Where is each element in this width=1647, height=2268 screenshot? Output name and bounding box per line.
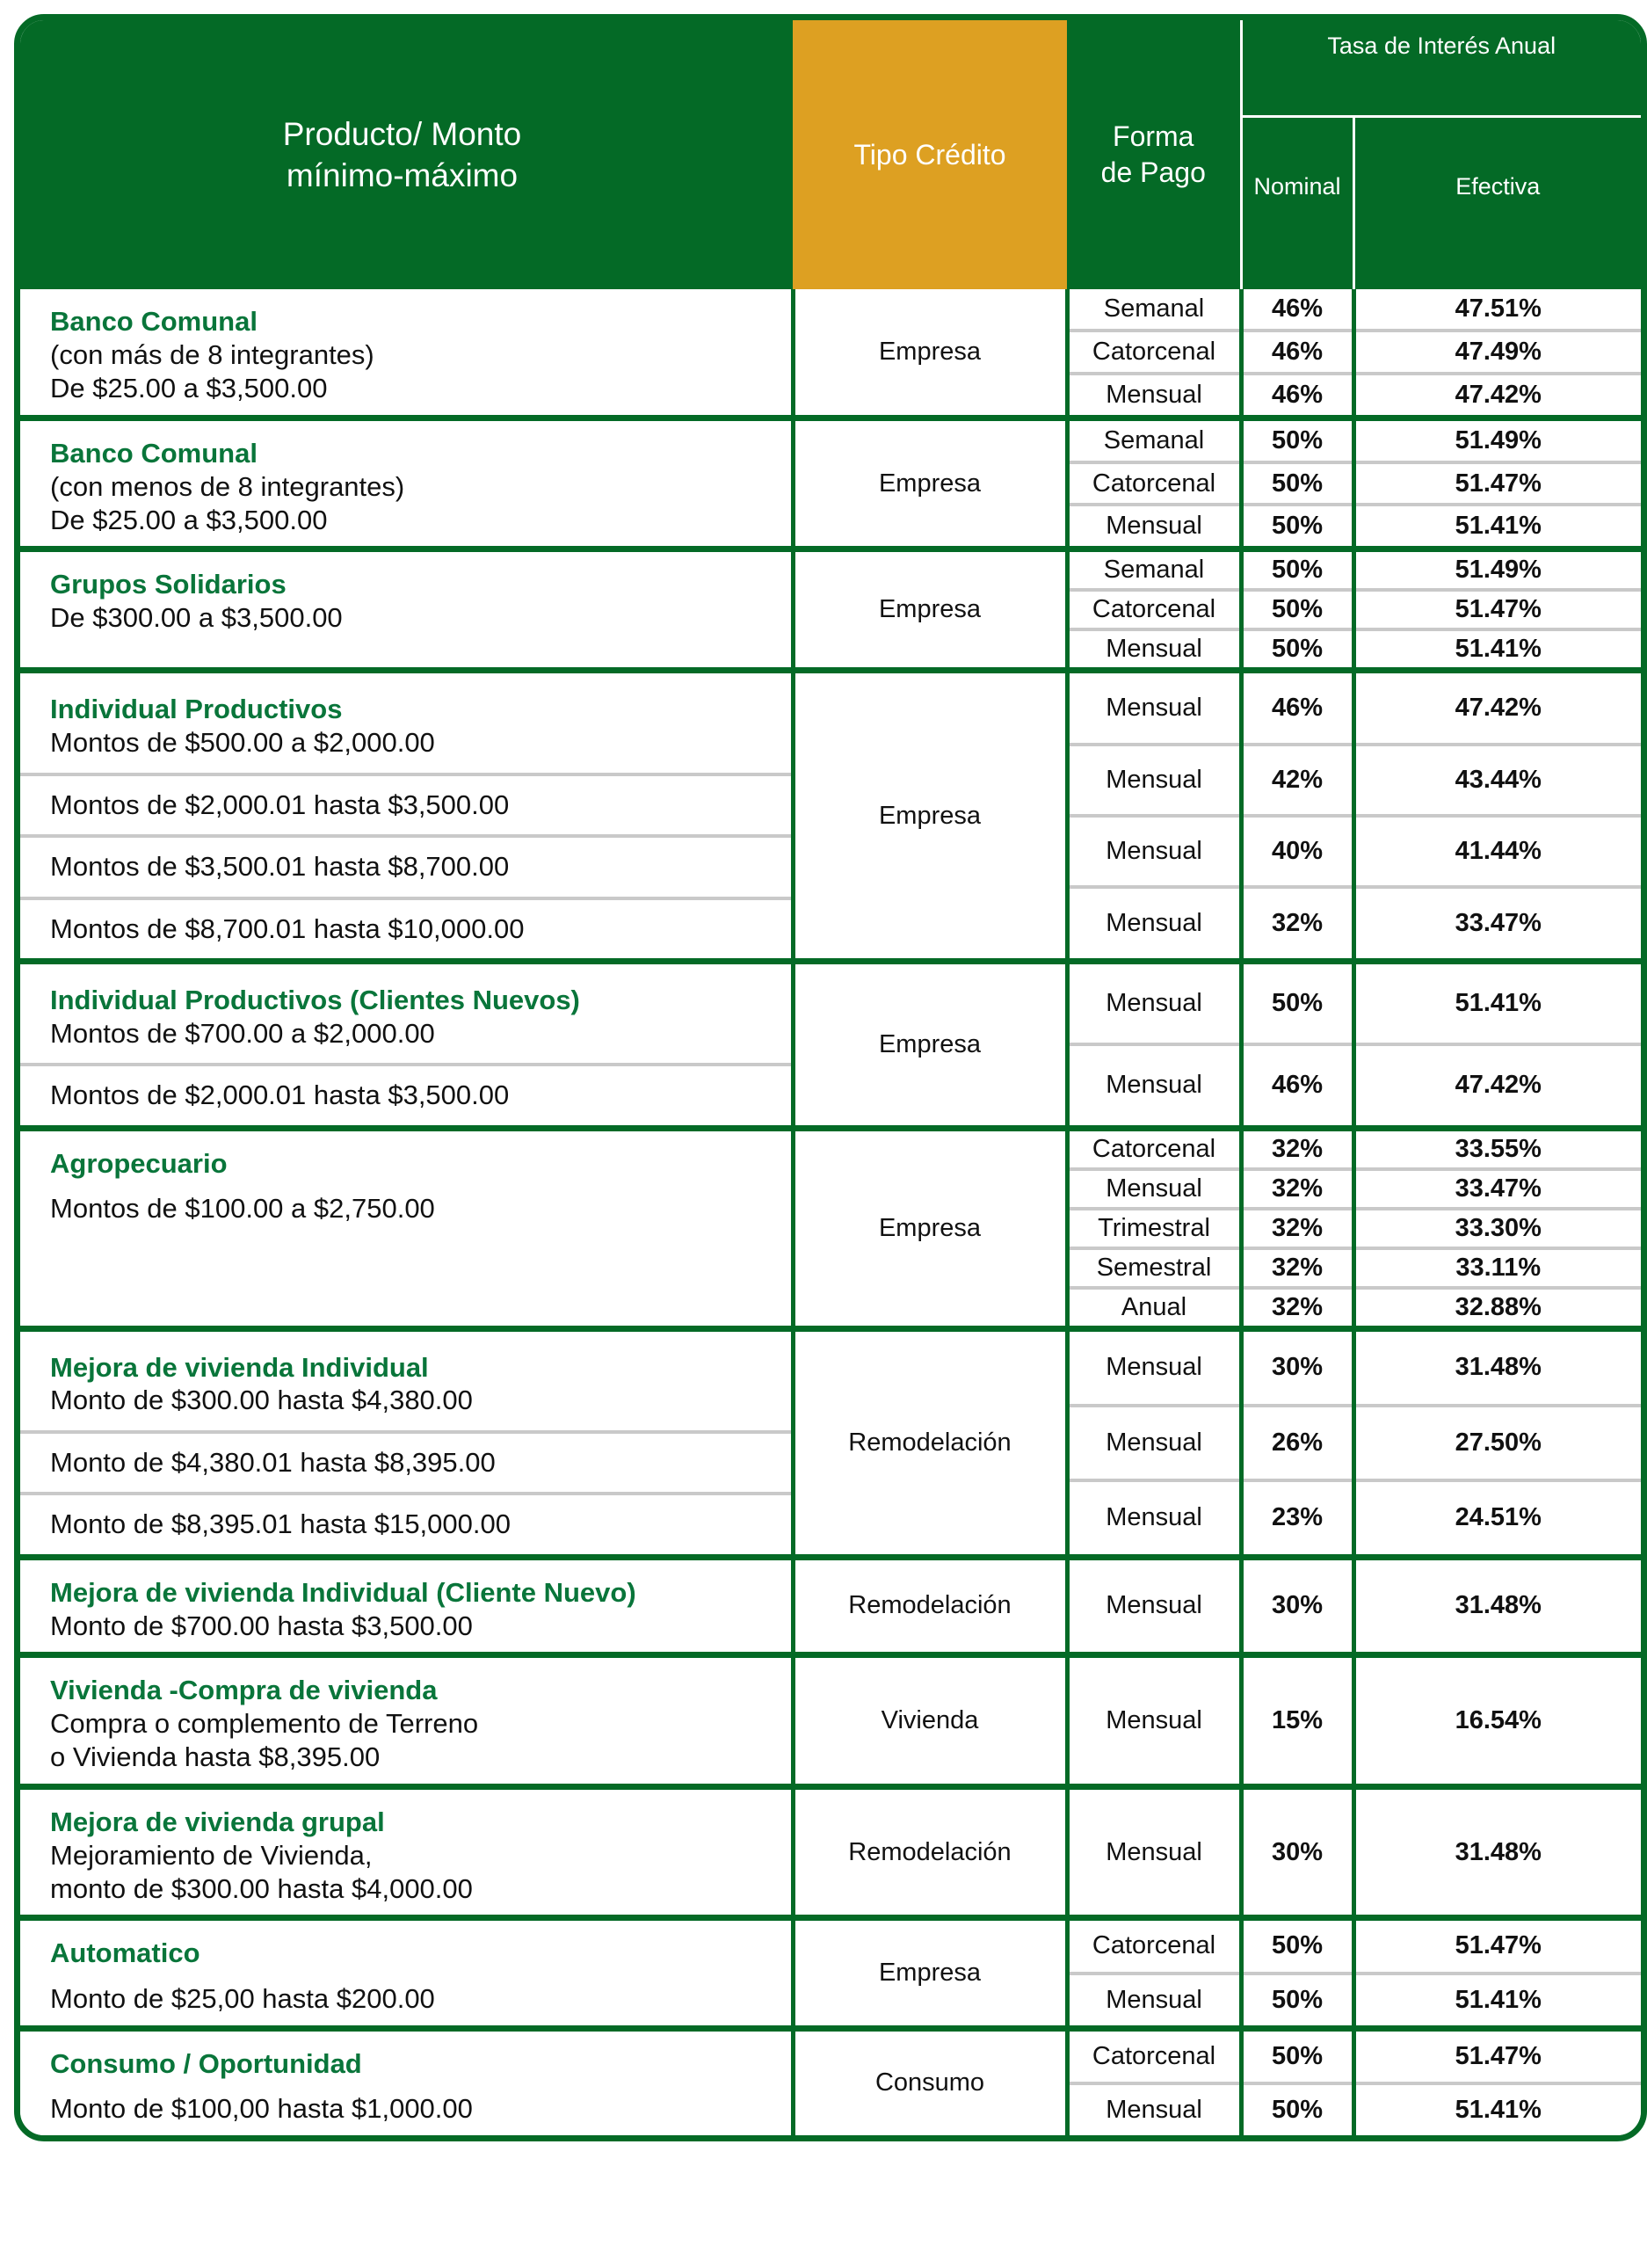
product-title: Agropecuario [50,1147,228,1179]
header-producto-monto [20,20,793,289]
product-cell [20,1655,793,1787]
nominal-rate-cell: 50% [1241,1974,1353,2029]
efectiva-rate-cell: 51.47% [1353,1918,1641,1974]
product-title: Banco Comunal [50,306,258,337]
header-forma-line1: Forma [1113,120,1194,153]
forma-de-pago-cell: Mensual [1067,671,1241,745]
nominal-rate-cell: 30% [1241,1328,1353,1406]
product-cell [20,961,793,1128]
forma-de-pago-cell: Mensual [1067,816,1241,887]
forma-de-pago-cell: Semanal [1067,549,1241,591]
table-row [20,671,1641,745]
nominal-rate-cell: 50% [1241,961,1353,1044]
product-cell [20,1918,793,2028]
product-cell [20,1557,793,1654]
tipo-credito-cell: Vivienda [793,1655,1067,1787]
tipo-credito-cell: Empresa [793,1128,1067,1328]
product-amount-line: Montos de $500.00 a $2,000.00 [50,727,435,759]
header-nominal: Nominal [1241,116,1353,289]
table-row [20,549,1641,591]
nominal-rate-cell: 26% [1241,1406,1353,1480]
table-body [20,289,1641,2135]
nominal-rate-cell: 50% [1241,418,1353,462]
efectiva-rate-cell: 51.47% [1353,2028,1641,2083]
tipo-credito-cell: Empresa [793,961,1067,1128]
product-title: Grupos Solidarios [50,569,287,600]
nominal-rate-cell: 50% [1241,1918,1353,1974]
tipo-credito-cell: Empresa [793,549,1067,671]
header-producto-line1: Producto/ Monto [282,115,522,152]
product-amount-line: Montos de $2,000.01 hasta $3,500.00 [50,789,510,820]
efectiva-rate-cell: 47.49% [1353,331,1641,374]
efectiva-rate-cell: 31.48% [1353,1557,1641,1654]
product-detail-line: Monto de $700.00 hasta $3,500.00 [50,1610,473,1641]
tipo-credito-cell: Empresa [793,1918,1067,2028]
efectiva-rate-cell: 31.48% [1353,1328,1641,1406]
forma-de-pago-cell: Mensual [1067,961,1241,1044]
table-row [20,289,1641,331]
product-amount-line: Monto de $8,395.01 hasta $15,000.00 [50,1508,511,1540]
efectiva-rate-cell: 51.47% [1353,462,1641,505]
table-row [20,1328,1641,1406]
nominal-rate-cell: 15% [1241,1655,1353,1787]
nominal-rate-cell: 23% [1241,1480,1353,1558]
forma-de-pago-cell: Mensual [1067,2083,1241,2135]
product-title: Consumo / Oportunidad [50,2047,362,2079]
rate-table-container [14,14,1647,2141]
efectiva-rate-cell: 33.47% [1353,1169,1641,1209]
product-cell [20,418,793,549]
forma-de-pago-cell: Mensual [1067,1044,1241,1128]
nominal-rate-cell: 40% [1241,816,1353,887]
forma-de-pago-cell: Catorcenal [1067,1128,1241,1169]
product-amount-line: Montos de $700.00 a $2,000.00 [50,1017,435,1049]
product-detail-line: De $300.00 a $3,500.00 [50,602,343,634]
forma-de-pago-cell: Mensual [1067,1655,1241,1787]
table-row [20,961,1641,1044]
product-title: Mejora de vivienda grupal [50,1806,385,1837]
table-row [20,1918,1641,1974]
forma-de-pago-cell: Catorcenal [1067,331,1241,374]
forma-de-pago-cell: Trimestral [1067,1209,1241,1248]
nominal-rate-cell: 50% [1241,2028,1353,2083]
efectiva-rate-cell: 24.51% [1353,1480,1641,1558]
forma-de-pago-cell: Mensual [1067,1480,1241,1558]
efectiva-rate-cell: 47.42% [1353,671,1641,745]
efectiva-rate-cell: 47.42% [1353,1044,1641,1128]
table-row [20,1655,1641,1787]
product-cell [20,1128,793,1328]
forma-de-pago-cell: Anual [1067,1288,1241,1329]
nominal-rate-cell: 32% [1241,1248,1353,1288]
nominal-rate-cell: 50% [1241,462,1353,505]
product-amount-line: Monto de $300.00 hasta $4,380.00 [50,1385,473,1416]
product-cell [20,1328,793,1557]
forma-de-pago-cell: Semanal [1067,289,1241,331]
table-row [20,1128,1641,1169]
efectiva-rate-cell: 51.41% [1353,505,1641,549]
product-detail-line: De $25.00 a $3,500.00 [50,373,328,404]
product-amount-line: Montos de $2,000.01 hasta $3,500.00 [50,1079,510,1111]
efectiva-rate-cell: 33.11% [1353,1248,1641,1288]
forma-de-pago-cell: Mensual [1067,1406,1241,1480]
product-cell [20,549,793,671]
nominal-rate-cell: 32% [1241,1128,1353,1169]
product-cell [20,1786,793,1918]
forma-de-pago-cell: Mensual [1067,374,1241,418]
product-title: Mejora de vivienda Individual [50,1351,429,1383]
header-efectiva: Efectiva [1353,116,1641,289]
product-detail-line: (con más de 8 integrantes) [50,338,374,370]
product-title: Vivienda -Compra de vivienda [50,1675,438,1705]
nominal-rate-cell: 50% [1241,549,1353,591]
product-detail-line: Compra o complemento de Terreno [50,1707,479,1739]
efectiva-rate-cell: 51.49% [1353,418,1641,462]
nominal-rate-cell: 50% [1241,629,1353,671]
efectiva-rate-cell: 41.44% [1353,816,1641,887]
product-detail-line: o Vivienda hasta $8,395.00 [50,1741,381,1773]
efectiva-rate-cell: 43.44% [1353,745,1641,816]
efectiva-rate-cell: 51.41% [1353,2083,1641,2135]
nominal-rate-cell: 46% [1241,289,1353,331]
forma-de-pago-cell: Mensual [1067,745,1241,816]
efectiva-rate-cell: 47.51% [1353,289,1641,331]
nominal-rate-cell: 46% [1241,671,1353,745]
header-tasa-interes-anual: Tasa de Interés Anual [1241,20,1641,116]
nominal-rate-cell: 50% [1241,505,1353,549]
table-row [20,1786,1641,1918]
efectiva-rate-cell: 51.49% [1353,549,1641,591]
product-detail-line: Monto de $25,00 hasta $200.00 [50,1983,435,2015]
product-detail-line: (con menos de 8 integrantes) [50,470,405,502]
product-cell [20,671,793,962]
efectiva-rate-cell: 27.50% [1353,1406,1641,1480]
nominal-rate-cell: 50% [1241,2083,1353,2135]
forma-de-pago-cell: Catorcenal [1067,462,1241,505]
efectiva-rate-cell: 31.48% [1353,1786,1641,1918]
efectiva-rate-cell: 33.47% [1353,887,1641,961]
efectiva-rate-cell: 51.41% [1353,1974,1641,2029]
product-detail-line: Monto de $100,00 hasta $1,000.00 [50,2093,473,2125]
header-forma-de-pago [1067,20,1241,289]
nominal-rate-cell: 32% [1241,887,1353,961]
tipo-credito-cell: Empresa [793,289,1067,418]
product-title: Individual Productivos [50,694,343,725]
table-row [20,418,1641,462]
tipo-credito-cell: Remodelación [793,1786,1067,1918]
table-row [20,1557,1641,1654]
efectiva-rate-cell: 33.55% [1353,1128,1641,1169]
product-amount-line: Montos de $8,700.01 hasta $10,000.00 [50,912,525,944]
nominal-rate-cell: 30% [1241,1557,1353,1654]
product-cell [20,2028,793,2135]
product-amount-line: Monto de $4,380.01 hasta $8,395.00 [50,1446,496,1478]
forma-de-pago-cell: Catorcenal [1067,590,1241,629]
efectiva-rate-cell: 51.47% [1353,590,1641,629]
forma-de-pago-cell: Semestral [1067,1248,1241,1288]
forma-de-pago-cell: Semanal [1067,418,1241,462]
product-detail-line: monto de $300.00 hasta $4,000.00 [50,1872,473,1904]
forma-de-pago-cell: Mensual [1067,1974,1241,2029]
interest-rate-table [20,20,1641,2135]
product-title: Banco Comunal [50,437,258,469]
product-detail-line: Montos de $100.00 a $2,750.00 [50,1193,435,1225]
efectiva-rate-cell: 47.42% [1353,374,1641,418]
table-row [20,2028,1641,2083]
forma-de-pago-cell: Catorcenal [1067,2028,1241,2083]
forma-de-pago-cell: Mensual [1067,1169,1241,1209]
forma-de-pago-cell: Mensual [1067,505,1241,549]
nominal-rate-cell: 46% [1241,374,1353,418]
forma-de-pago-cell: Catorcenal [1067,1918,1241,1974]
nominal-rate-cell: 32% [1241,1169,1353,1209]
header-row-top [20,20,1641,116]
efectiva-rate-cell: 51.41% [1353,961,1641,1044]
efectiva-rate-cell: 16.54% [1353,1655,1641,1787]
forma-de-pago-cell: Mensual [1067,887,1241,961]
product-title: Individual Productivos (Clientes Nuevos) [50,984,580,1015]
header-tipo-credito: Tipo Crédito [793,20,1067,289]
nominal-rate-cell: 42% [1241,745,1353,816]
product-detail-line: De $25.00 a $3,500.00 [50,504,328,535]
efectiva-rate-cell: 32.88% [1353,1288,1641,1329]
header-forma-line2: de Pago [1100,156,1206,188]
tipo-credito-cell: Remodelación [793,1557,1067,1654]
efectiva-rate-cell: 51.41% [1353,629,1641,671]
header-producto-line2: mínimo-máximo [286,157,519,193]
forma-de-pago-cell: Mensual [1067,629,1241,671]
product-cell [20,289,793,418]
product-amount-line: Montos de $3,500.01 hasta $8,700.00 [50,851,510,883]
forma-de-pago-cell: Mensual [1067,1786,1241,1918]
tipo-credito-cell: Empresa [793,418,1067,549]
tipo-credito-cell: Empresa [793,671,1067,962]
table-header [20,20,1641,289]
nominal-rate-cell: 32% [1241,1288,1353,1329]
nominal-rate-cell: 46% [1241,331,1353,374]
product-title: Automatico [50,1937,200,1969]
product-title: Mejora de vivienda Individual (Cliente Nuevo) [50,1576,636,1608]
nominal-rate-cell: 32% [1241,1209,1353,1248]
nominal-rate-cell: 30% [1241,1786,1353,1918]
nominal-rate-cell: 50% [1241,590,1353,629]
forma-de-pago-cell: Mensual [1067,1557,1241,1654]
tipo-credito-cell: Remodelación [793,1328,1067,1557]
tipo-credito-cell: Consumo [793,2028,1067,2135]
efectiva-rate-cell: 33.30% [1353,1209,1641,1248]
forma-de-pago-cell: Mensual [1067,1328,1241,1406]
nominal-rate-cell: 46% [1241,1044,1353,1128]
product-detail-line: Mejoramiento de Vivienda, [50,1839,373,1871]
